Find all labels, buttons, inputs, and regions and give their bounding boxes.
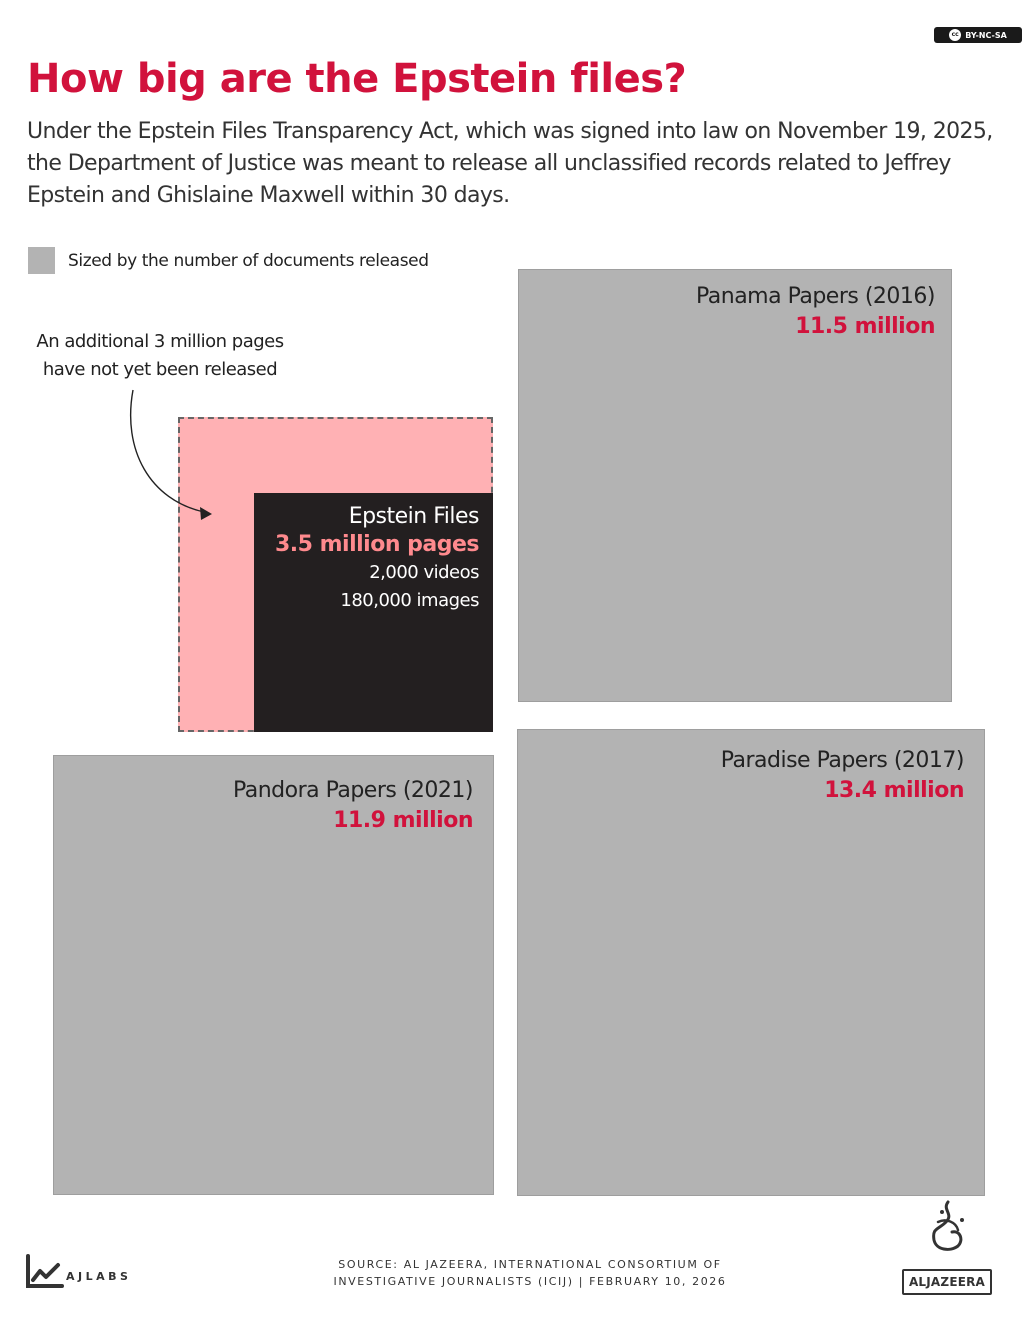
source-credit: [300, 1256, 760, 1290]
annotation-line-2: have not yet been released: [42, 359, 278, 380]
legend: [28, 247, 429, 274]
legend-swatch: [28, 247, 55, 274]
panama-papers-name: Panama Papers (2016): [695, 284, 935, 309]
ajlabs-label: AJLABS: [66, 1269, 132, 1283]
panama-papers-square: [518, 269, 952, 702]
aljazeera-logo: [902, 1200, 992, 1295]
aljazeera-wordmark: ALJAZEERA: [902, 1269, 992, 1295]
epstein-files-square: [254, 493, 493, 732]
source-line-2: INVESTIGATIVE JOURNALISTS (ICIJ) | FEBRUARY 10, 2026: [333, 1275, 727, 1288]
unreleased-annotation: [10, 328, 310, 384]
pandora-papers-value: 11.9 million: [333, 808, 473, 833]
license-badge: [934, 27, 1022, 43]
panama-papers-value: 11.5 million: [795, 314, 935, 339]
legend-label: Sized by the number of documents released: [68, 250, 429, 271]
pandora-papers-square: [53, 755, 494, 1195]
license-label: BY-NC-SA: [965, 30, 1007, 40]
epstein-files-images: 180,000 images: [340, 590, 479, 611]
pandora-papers-name: Pandora Papers (2021): [232, 778, 473, 803]
annotation-line-1: An additional 3 million pages: [36, 331, 284, 352]
epstein-files-value: 3.5 million pages: [274, 532, 479, 557]
ajlabs-logo: [24, 1254, 131, 1290]
epstein-files-videos: 2,000 videos: [369, 562, 479, 583]
paradise-papers-square: [517, 729, 985, 1196]
ajlabs-chart-icon: [24, 1254, 64, 1290]
creative-commons-icon: cc: [949, 29, 961, 41]
aljazeera-calligraphy-icon: [902, 1200, 992, 1256]
page-subtitle: Under the Epstein Files Transparency Act, which was signed into law on November 19, 2025, the Department of Justice was meant to release all unclassified records related to Jeffrey Epstein and Ghislaine Maxwell within 30 days.: [27, 119, 993, 208]
paradise-papers-name: Paradise Papers (2017): [720, 748, 964, 773]
epstein-files-name: Epstein Files: [348, 504, 479, 529]
page-title: How big are the Epstein files?: [27, 56, 687, 102]
paradise-papers-value: 13.4 million: [824, 778, 964, 803]
source-line-1: SOURCE: AL JAZEERA, INTERNATIONAL CONSORTIUM OF: [338, 1258, 722, 1271]
